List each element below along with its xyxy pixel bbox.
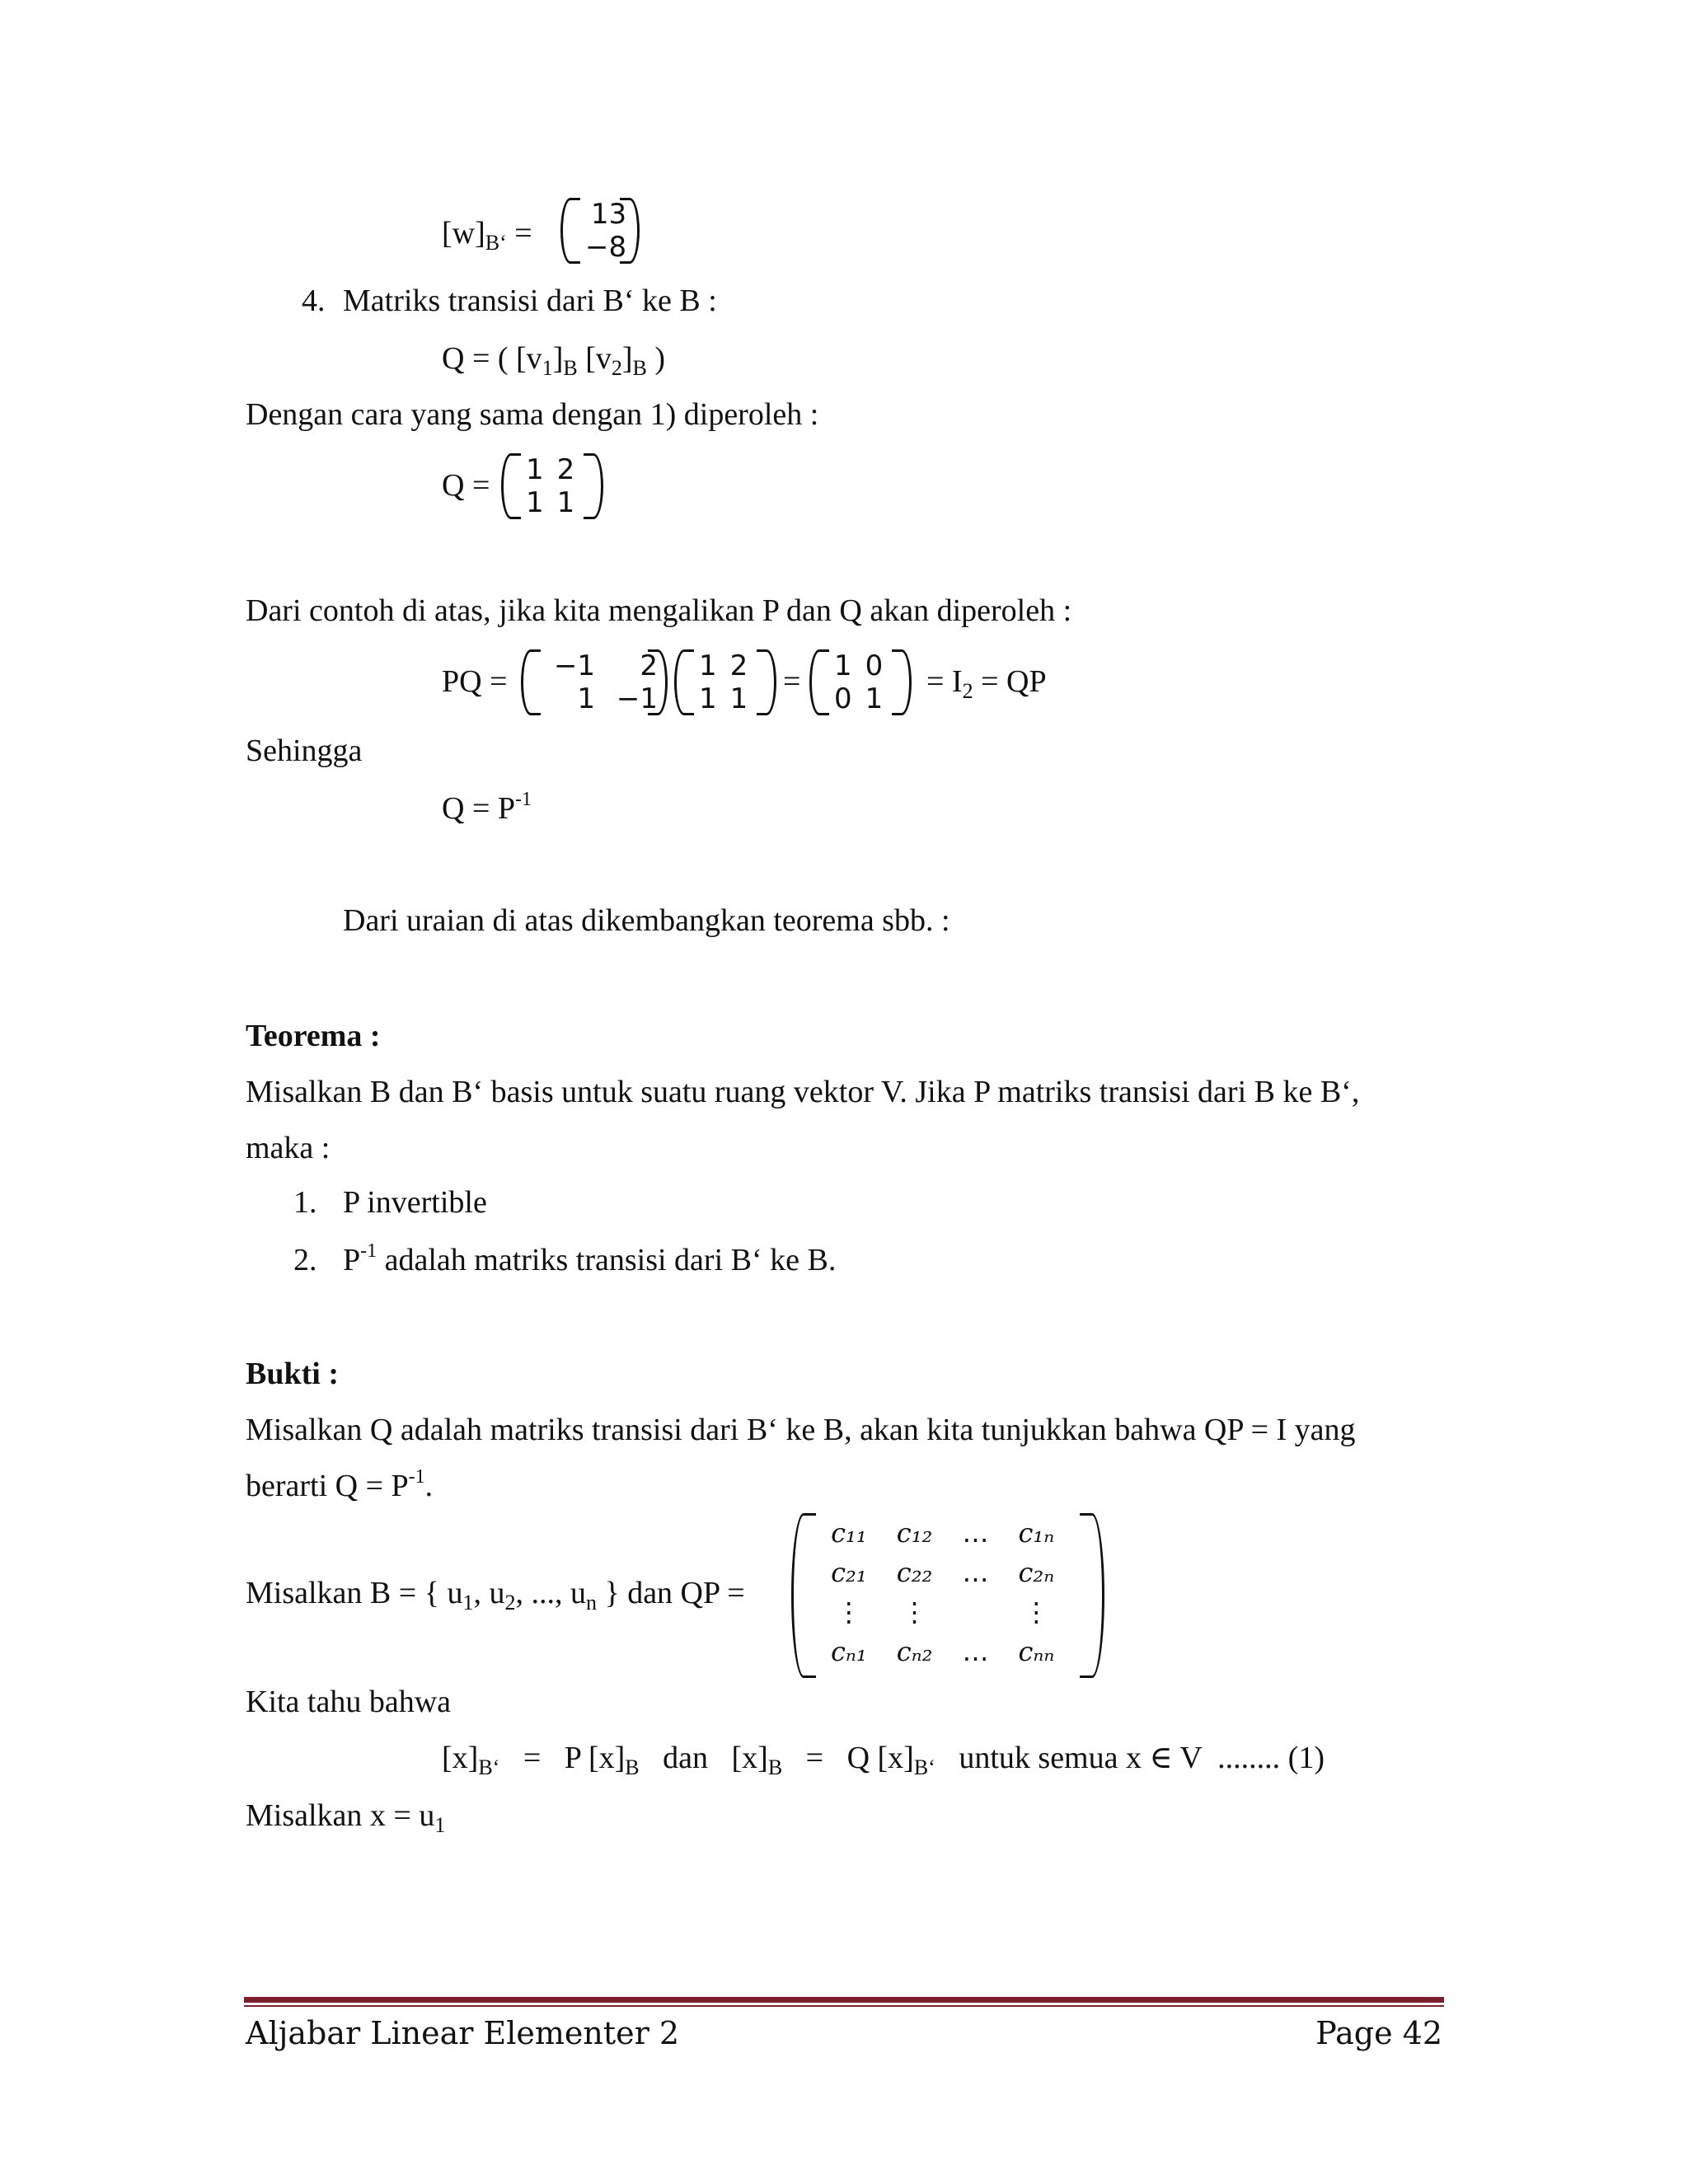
matrix-cell: ⋮ bbox=[1023, 1596, 1050, 1628]
superscript: -1 bbox=[515, 789, 532, 810]
pq-label: PQ = bbox=[442, 664, 508, 699]
subscript: B‘ bbox=[478, 1755, 500, 1779]
subscript: B bbox=[632, 356, 647, 380]
theorem-line-1: Misalkan B dan B‘ basis untuk suatu ruang vektor V. Jika P matriks transisi dari B ke B‘, bbox=[246, 1075, 1360, 1109]
list-item-4-number: 4. bbox=[302, 284, 326, 318]
text: [x] bbox=[442, 1741, 479, 1775]
equation-1 bbox=[442, 1741, 1325, 1779]
i-matrix-table bbox=[828, 649, 889, 715]
p-matrix-table bbox=[539, 649, 664, 715]
matrix-cell: 1 bbox=[526, 486, 544, 519]
subscript: n bbox=[585, 1591, 597, 1615]
subscript: B‘ bbox=[913, 1755, 935, 1779]
q-matrix bbox=[501, 453, 603, 519]
footer-rule-thin bbox=[244, 2005, 1444, 2007]
text: Misalkan x = u bbox=[246, 1798, 435, 1833]
text: , ..., u bbox=[515, 1576, 586, 1610]
superscript: -1 bbox=[408, 1466, 425, 1488]
q-label: Q = bbox=[442, 468, 490, 503]
develop-text: Dari uraian di atas dikembangkan teorema sbb. : bbox=[343, 903, 950, 938]
matrix-cell: c₁₂ bbox=[896, 1517, 933, 1549]
matrix-cell: 2 bbox=[640, 649, 658, 682]
matrix-cell: −1 bbox=[553, 649, 595, 682]
text: Q = ( [v bbox=[442, 341, 542, 376]
equals-sign: = bbox=[783, 664, 801, 699]
matrix-cell bbox=[947, 1592, 1003, 1632]
matrix-cell: c₂ₙ bbox=[1018, 1557, 1055, 1588]
matrix-cell: c₂₂ bbox=[896, 1557, 933, 1588]
basis-statement bbox=[246, 1576, 745, 1615]
right-paren bbox=[1080, 1513, 1104, 1678]
matrix-cell: … bbox=[962, 1636, 989, 1667]
subscript: 1 bbox=[542, 356, 553, 380]
subscript: 2 bbox=[962, 679, 973, 703]
left-paren bbox=[674, 649, 694, 715]
left-paren bbox=[521, 649, 541, 715]
matrix-cell: 1 bbox=[699, 682, 717, 715]
w-label: [w] bbox=[442, 216, 485, 251]
q-matrix-product bbox=[674, 649, 776, 715]
theorem-item-2-number: 2. bbox=[293, 1243, 317, 1277]
matrix-cell: ⋮ bbox=[835, 1596, 862, 1628]
matrix-cell: 1 bbox=[865, 682, 884, 715]
superscript: -1 bbox=[360, 1240, 377, 1262]
text: P invertible bbox=[343, 1185, 487, 1220]
footer-page-number: Page 42 bbox=[1315, 2015, 1442, 2051]
matrix-cell: −8 bbox=[585, 231, 627, 264]
pq-result bbox=[926, 664, 1047, 703]
subscript: 2 bbox=[504, 1591, 516, 1615]
know-text: Kita tahu bahwa bbox=[246, 1685, 452, 1719]
text: = I bbox=[926, 664, 963, 699]
matrix-cell: ⋮ bbox=[901, 1596, 928, 1628]
text: = QP bbox=[973, 664, 1047, 699]
text: ) bbox=[646, 341, 665, 376]
left-paren bbox=[501, 453, 521, 519]
identity-matrix bbox=[809, 649, 912, 715]
right-paren bbox=[757, 649, 776, 715]
matrix-cell: 13 bbox=[590, 198, 627, 231]
matrix-cell: 0 bbox=[834, 682, 852, 715]
footer-title: Aljabar Linear Elementer 2 bbox=[246, 2015, 680, 2051]
c-matrix-table bbox=[816, 1513, 1069, 1671]
matrix-cell: 2 bbox=[729, 649, 748, 682]
text: Misalkan B = { u bbox=[246, 1576, 463, 1610]
subscript: B bbox=[625, 1755, 640, 1779]
list-item-4-text: Matriks transisi dari B‘ ke B : bbox=[343, 284, 717, 318]
matrix-cell: … bbox=[962, 1517, 989, 1549]
w-subscript: B‘ bbox=[485, 231, 507, 255]
right-paren bbox=[892, 649, 912, 715]
matrix-cell: c₁₁ bbox=[831, 1517, 867, 1549]
theorem-item-1-number: 1. bbox=[293, 1185, 317, 1220]
proof-heading: Bukti : bbox=[246, 1357, 339, 1391]
text: . bbox=[424, 1469, 434, 1503]
w-matrix bbox=[560, 198, 640, 264]
matrix-cell: … bbox=[962, 1557, 989, 1588]
right-paren bbox=[620, 198, 640, 264]
matrix-cell: cₙ₂ bbox=[896, 1636, 933, 1667]
text: [v bbox=[577, 341, 612, 376]
matrix-cell: 1 bbox=[577, 682, 595, 715]
text: dan [x] bbox=[639, 1741, 768, 1775]
theorem-heading: Teorema : bbox=[246, 1019, 381, 1053]
text: Q = P bbox=[442, 791, 516, 826]
p-matrix bbox=[521, 649, 668, 715]
c-matrix bbox=[791, 1513, 1104, 1678]
matrix-cell: c₂₁ bbox=[831, 1557, 867, 1588]
proof-line-2 bbox=[246, 1466, 434, 1503]
subscript: 2 bbox=[611, 356, 622, 380]
left-paren bbox=[791, 1513, 816, 1678]
footer-rule-thick bbox=[244, 1997, 1444, 2003]
text: adalah matriks transisi dari B‘ ke B. bbox=[377, 1243, 837, 1277]
matrix-cell: 1 bbox=[526, 453, 544, 486]
text: untuk semua x ∈ V ........ (1) bbox=[935, 1741, 1325, 1775]
left-paren bbox=[560, 198, 580, 264]
theorem-item-1-text bbox=[343, 1187, 487, 1218]
matrix-cell: 0 bbox=[865, 649, 884, 682]
text: = P [x] bbox=[499, 1741, 626, 1775]
right-paren bbox=[584, 453, 603, 519]
text: ] bbox=[552, 341, 564, 376]
matrix-cell: 1 bbox=[699, 649, 717, 682]
proof-line-1: Misalkan Q adalah matriks transisi dari B‘ ke B, akan kita tunjukkan bahwa QP = I yang bbox=[246, 1413, 1356, 1447]
matrix-cell: c₁ₙ bbox=[1018, 1517, 1055, 1549]
text: berarti Q = P bbox=[246, 1469, 409, 1503]
matrix-cell: 1 bbox=[729, 682, 748, 715]
subscript: 1 bbox=[434, 1813, 446, 1837]
matrix-cell: 1 bbox=[556, 486, 575, 519]
w-coordinate-label bbox=[442, 216, 532, 255]
matrix-cell: cₙₙ bbox=[1018, 1636, 1055, 1667]
q-definition bbox=[442, 341, 665, 380]
right-paren bbox=[648, 649, 668, 715]
let-x-statement bbox=[246, 1798, 446, 1837]
text: ] bbox=[621, 341, 633, 376]
same-way-text: Dengan cara yang sama dengan 1) diperoleh : bbox=[246, 397, 819, 432]
text: , u bbox=[473, 1576, 505, 1610]
sehingga-text: Sehingga bbox=[246, 733, 363, 768]
q-matrix-table bbox=[519, 453, 581, 519]
text: } dan QP = bbox=[596, 1576, 745, 1610]
matrix-cell: −1 bbox=[616, 682, 658, 715]
matrix-cell: cₙ₁ bbox=[831, 1636, 867, 1667]
theorem-line-2: maka : bbox=[246, 1131, 331, 1165]
subscript: B bbox=[767, 1755, 783, 1779]
theorem-item-2-text bbox=[343, 1240, 837, 1277]
text: = Q [x] bbox=[782, 1741, 914, 1775]
example-text: Dari contoh di atas, jika kita mengalikan P dan Q akan diperoleh : bbox=[246, 593, 1072, 628]
left-paren bbox=[809, 649, 829, 715]
q2-matrix-table bbox=[692, 649, 754, 715]
subscript: B bbox=[563, 356, 578, 380]
subscript: 1 bbox=[462, 1591, 474, 1615]
q-inverse-equation bbox=[442, 789, 532, 826]
text: P bbox=[343, 1243, 361, 1277]
equals-sign: = bbox=[514, 216, 532, 251]
matrix-cell: 1 bbox=[834, 649, 852, 682]
matrix-cell: 2 bbox=[556, 453, 575, 486]
